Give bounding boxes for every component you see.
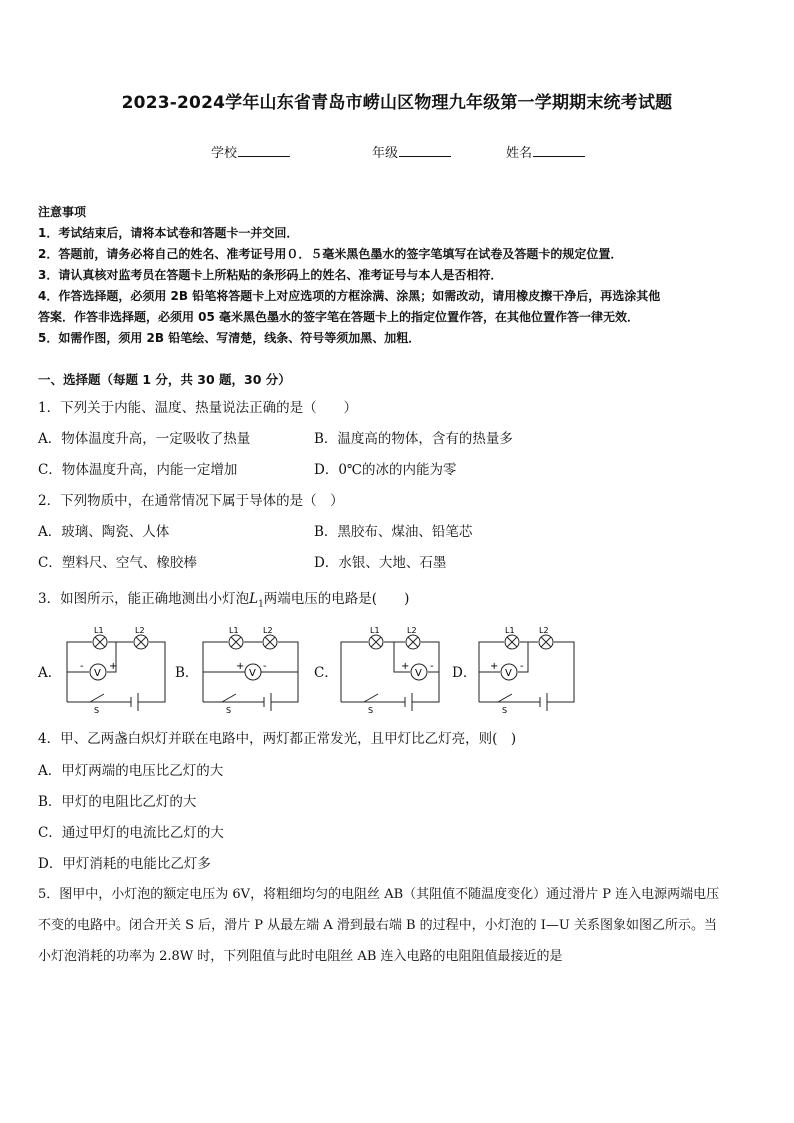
- circuit-a-diagram[interactable]: [60, 622, 172, 714]
- voltmeter-label: V: [415, 668, 422, 679]
- name-label: 姓名: [506, 146, 533, 161]
- note-item: 3．请认真核对监考员在答题卡上所粘贴的条形码上的姓名、准考证号与本人是否相符．: [38, 268, 503, 282]
- note-item: 1．考试结束后，请将本试卷和答题卡一并交回．: [38, 226, 299, 240]
- name-blank[interactable]: [533, 144, 585, 157]
- grade-field[interactable]: [372, 142, 451, 161]
- q2-option-c[interactable]: C．塑料尺、空气、橡胶棒: [38, 555, 197, 571]
- q3-option-b-label[interactable]: B．: [175, 665, 199, 681]
- q4-option-b[interactable]: B．甲灯的电阻比乙灯的大: [38, 794, 197, 810]
- school-field[interactable]: [211, 142, 290, 161]
- q3-stem-text: 3．如图所示，能正确地测出小灯泡: [38, 591, 250, 607]
- school-blank[interactable]: [238, 144, 290, 157]
- q3-lamp-subscript: 1: [258, 599, 264, 610]
- lamp-l1-label: L1: [370, 626, 380, 635]
- grade-label: 年级: [372, 146, 399, 161]
- circuit-c-diagram[interactable]: [334, 622, 446, 714]
- voltmeter-label: V: [505, 668, 512, 679]
- voltmeter-label: V: [94, 668, 101, 679]
- q1-option-a[interactable]: A．物体温度升高，一定吸收了热量: [38, 431, 251, 447]
- switch-label: S: [502, 706, 508, 714]
- page-title: 2023-2024学年山东省青岛市崂山区物理九年级第一学期期末统考试题: [121, 93, 673, 113]
- minus-sign: -: [430, 661, 434, 672]
- q3-lamp-symbol: L: [249, 591, 259, 607]
- note-item: 2．答题前，请务必将自己的姓名、准考证号用０．５毫米黑色墨水的签字笔填写在试卷及答题卡的规定位置．: [38, 247, 623, 261]
- question-2-stem: 2．下列物质中，在通常情况下属于导体的是（ ）: [38, 493, 344, 509]
- note-item: 5．如需作图，须用 2B 铅笔绘、写清楚，线条、符号等须加黑、加粗．: [38, 331, 421, 345]
- q2-option-b[interactable]: B．黑胶布、煤油、铅笔芯: [314, 524, 473, 540]
- switch-label: S: [226, 706, 232, 714]
- q3-option-c-label[interactable]: C．: [314, 665, 338, 681]
- minus-sign: -: [263, 661, 267, 672]
- circuit-d-diagram[interactable]: [472, 622, 584, 714]
- lamp-l1-label: L1: [229, 626, 239, 635]
- q4-option-c[interactable]: C．通过甲灯的电流比乙灯的大: [38, 825, 224, 841]
- q1-option-d[interactable]: D．0℃的冰的内能为零: [314, 462, 457, 478]
- question-5-line-3: 小灯泡消耗的功率为 2.8W 时，下列阻值与此时电阻丝 AB 连入电路的电阻阻值最接近的是: [38, 949, 563, 964]
- question-5-line-1: 5．图甲中，小灯泡的额定电压为 6V，将粗细均匀的电阻丝 AB（其阻值不随温度变化）通过滑片 P 连入电源两端电压: [38, 887, 720, 902]
- note-item: 4．作答选择题，必须用 2B 铅笔将答题卡上对应选项的方框涂满、涂黑；如需改动，请用橡皮擦干净后，再选涂其他: [38, 289, 661, 303]
- q4-option-d[interactable]: D．甲灯消耗的电能比乙灯多: [38, 856, 211, 872]
- lamp-l2-label: L2: [263, 626, 273, 635]
- note-item: 答案．作答非选择题，必须用 05 毫米黑色墨水的签字笔在答题卡上的指定位置作答，在其他位置作答一律无效．: [38, 310, 640, 324]
- switch-label: S: [94, 706, 100, 714]
- q2-option-a[interactable]: A．玻璃、陶瓷、人体: [38, 524, 170, 540]
- q3-option-d-label[interactable]: D．: [452, 665, 477, 681]
- plus-sign: +: [490, 661, 499, 672]
- question-5-line-2: 不变的电路中。闭合开关 S 后，滑片 P 从最左端 A 滑到最右端 B 的过程中，小灯泡的 I—U 关系图象如图乙所示。当: [38, 918, 718, 933]
- q3-option-a-label[interactable]: A．: [38, 665, 62, 681]
- school-label: 学校: [211, 146, 238, 161]
- minus-sign: -: [80, 661, 84, 672]
- lamp-l2-label: L2: [407, 626, 417, 635]
- voltmeter-label: V: [249, 668, 256, 679]
- switch-label: S: [368, 706, 374, 714]
- q1-option-c[interactable]: C．物体温度升高，内能一定增加: [38, 462, 238, 478]
- question-3-stem: [38, 587, 409, 610]
- question-1-stem: 1．下列关于内能、温度、热量说法正确的是（ ）: [38, 400, 358, 416]
- q3-stem-text-end: 两端电压的电路是( ): [263, 591, 410, 607]
- question-4-stem: 4．甲、乙两盏白炽灯并联在电路中，两灯都正常发光，且甲灯比乙灯亮，则( ): [38, 731, 517, 747]
- lamp-l1-label: L1: [505, 626, 515, 635]
- minus-sign: -: [520, 661, 524, 672]
- q4-option-a[interactable]: A．甲灯两端的电压比乙灯的大: [38, 763, 224, 779]
- plus-sign: +: [236, 661, 245, 672]
- plus-sign: +: [401, 661, 410, 672]
- grade-blank[interactable]: [399, 144, 451, 157]
- lamp-l2-label: L2: [135, 626, 145, 635]
- lamp-l2-label: L2: [539, 626, 549, 635]
- section-heading: 一、选择题（每题 1 分，共 30 题，30 分）: [38, 372, 291, 387]
- lamp-l1-label: L1: [94, 626, 104, 635]
- name-field[interactable]: [506, 142, 585, 161]
- circuit-b-diagram[interactable]: [196, 622, 308, 714]
- plus-sign: +: [109, 661, 118, 672]
- q1-option-b[interactable]: B．温度高的物体，含有的热量多: [314, 431, 513, 447]
- notes-heading: 注意事项: [38, 205, 87, 219]
- q2-option-d[interactable]: D．水银、大地、石墨: [314, 555, 447, 571]
